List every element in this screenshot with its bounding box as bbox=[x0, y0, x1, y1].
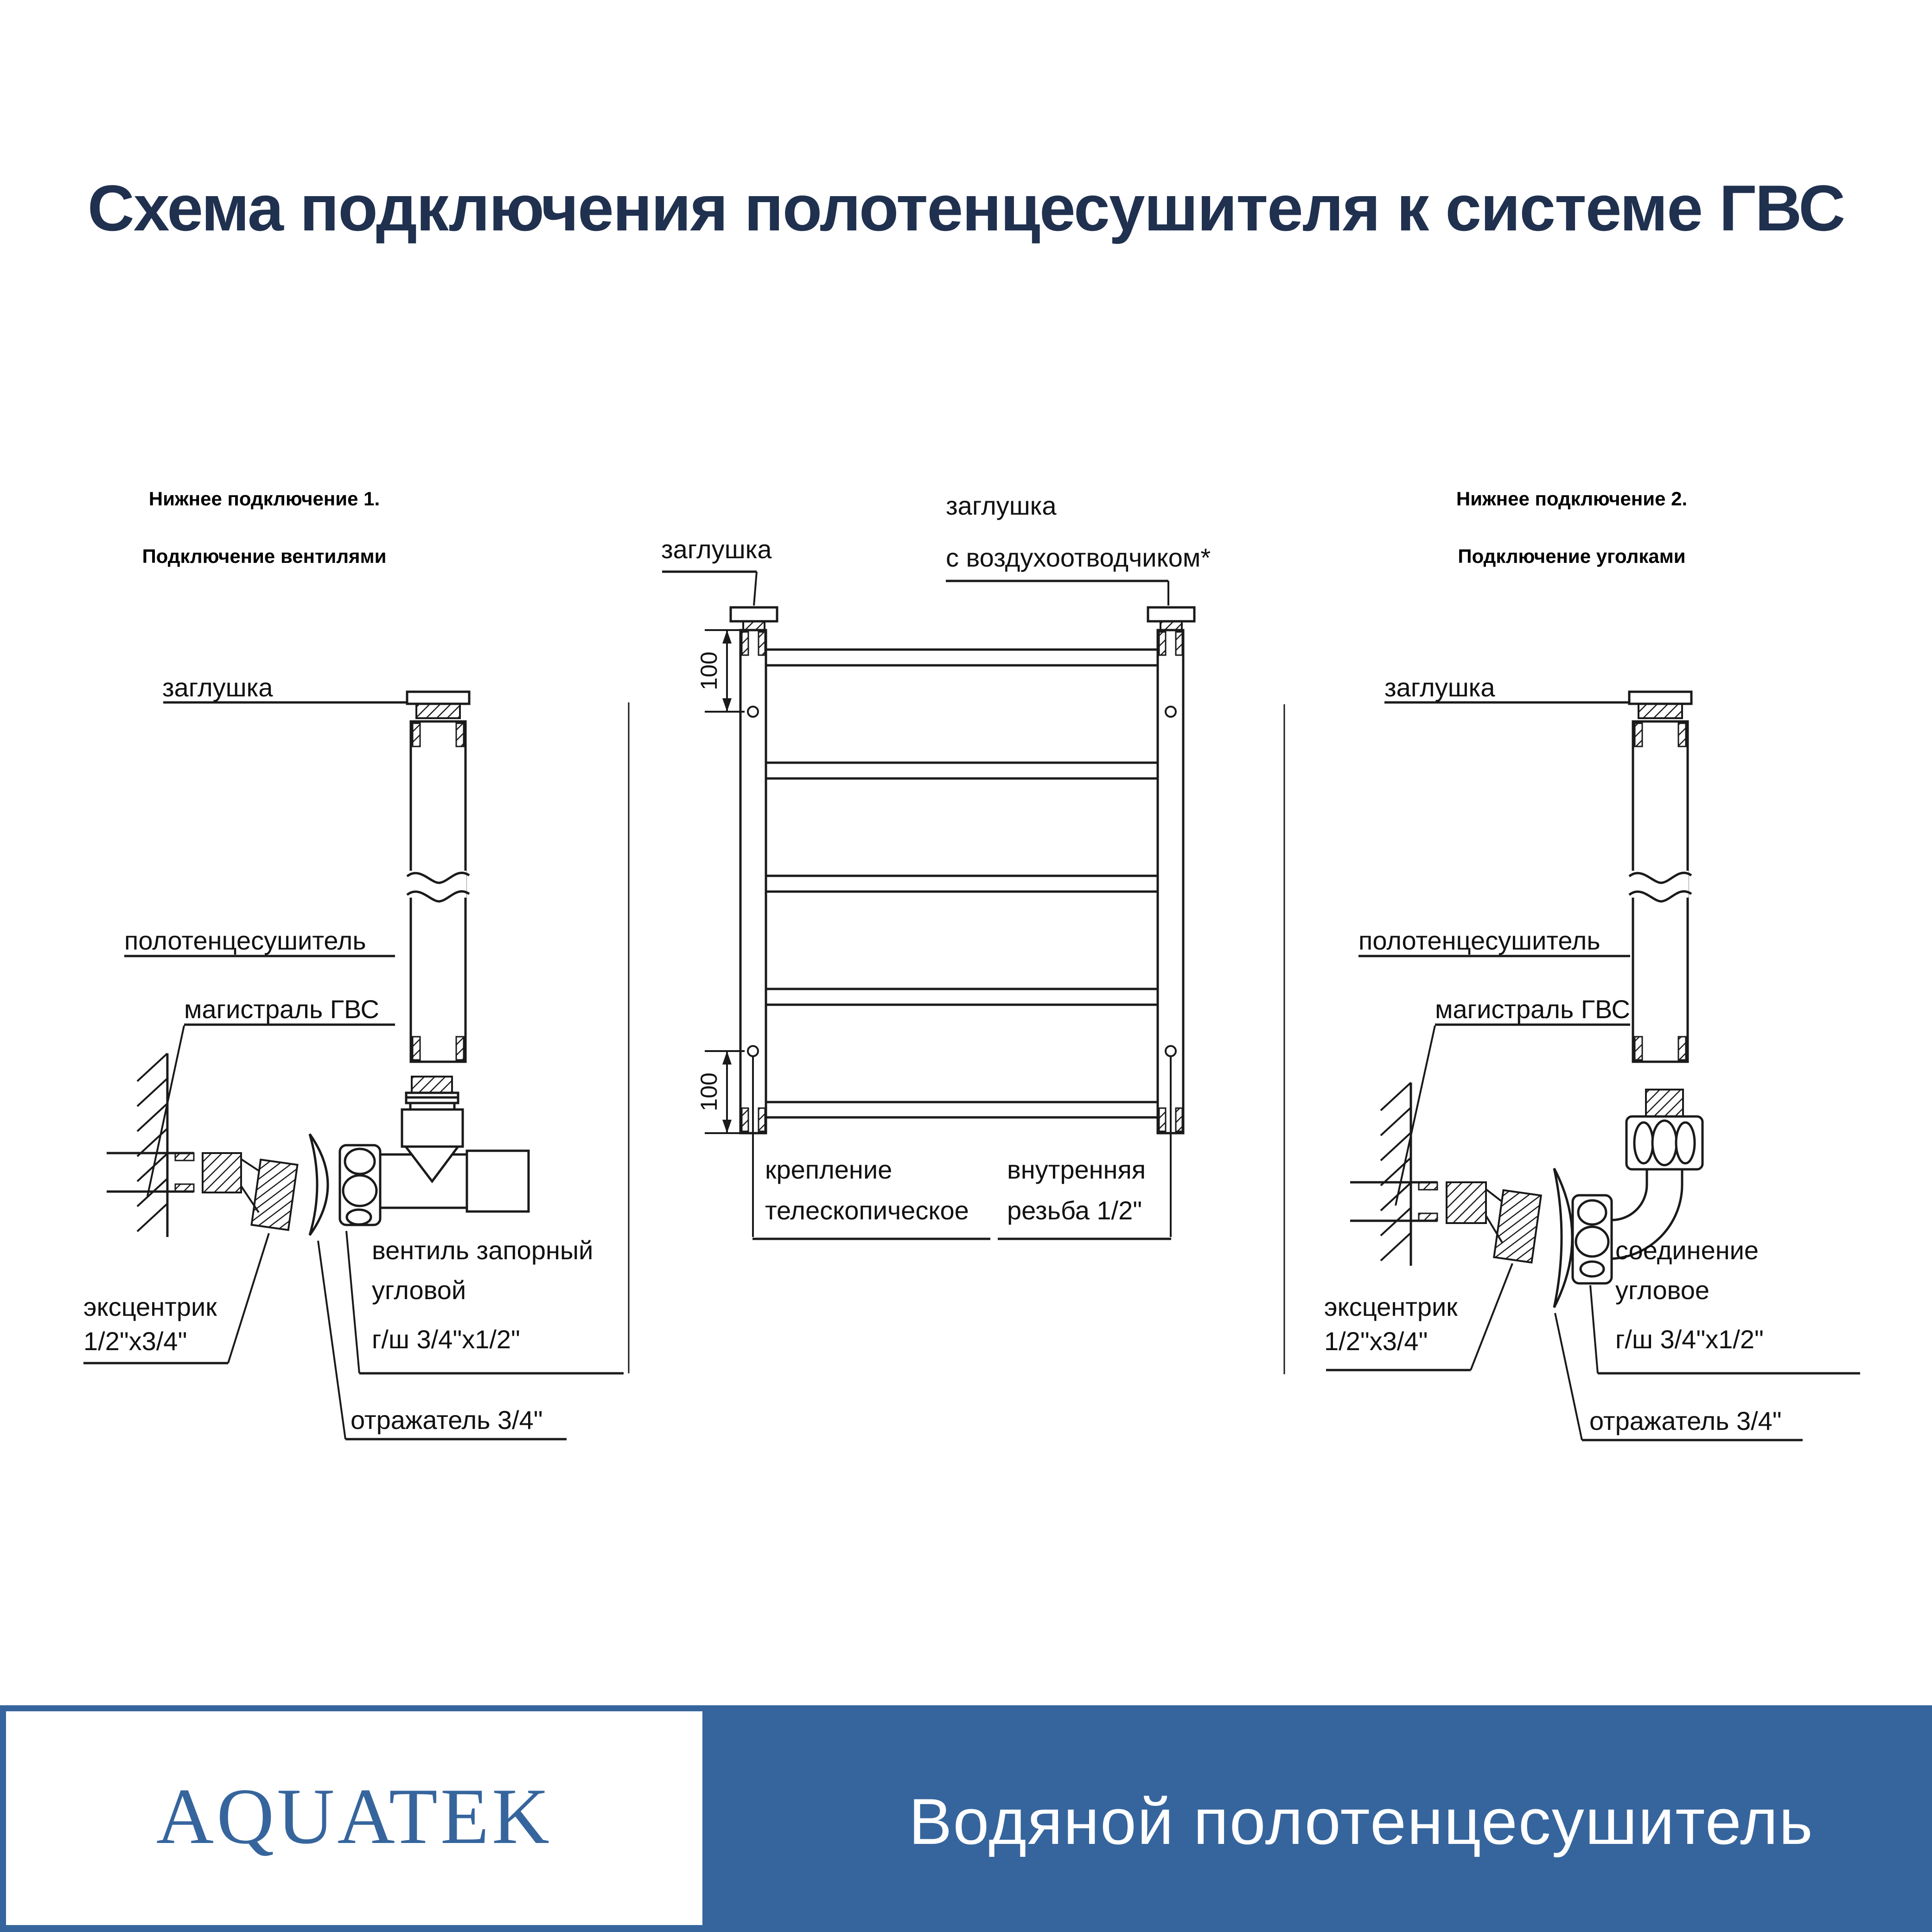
section-dividers bbox=[629, 702, 1284, 1374]
center-towel-rail-drawing bbox=[731, 607, 1194, 1133]
right-elbow-label-line2: угловое bbox=[1615, 1275, 1710, 1305]
center-cap-label: заглушка bbox=[661, 535, 772, 564]
left-diagram-drawing bbox=[107, 692, 529, 1237]
right-section-header-line2: Подключение уголками bbox=[1458, 545, 1686, 567]
telescopic-mount-label-line1: крепление bbox=[765, 1155, 893, 1184]
right-eccentric-label-line2: 1/2"x3/4" bbox=[1324, 1326, 1428, 1356]
left-eccentric-label-line1: эксцентрик bbox=[83, 1292, 217, 1321]
left-eccentric-label-line2: 1/2"x3/4" bbox=[83, 1326, 187, 1356]
dimension-100-bottom: 100 bbox=[696, 1072, 722, 1111]
inner-thread-label-line1: внутренняя bbox=[1007, 1155, 1146, 1184]
left-hws-main-label: магистраль ГВС bbox=[184, 995, 379, 1024]
center-airvent-cap-label-line1: заглушка bbox=[946, 491, 1057, 520]
right-reflector-label: отражатель 3/4" bbox=[1589, 1406, 1782, 1435]
left-valve-label-line2: угловой bbox=[372, 1275, 466, 1305]
left-section-header-line1: Нижнее подключение 1. bbox=[148, 488, 380, 510]
page-title: Схема подключения полотенцесушителя к системе ГВС bbox=[87, 172, 1845, 244]
left-cap-label: заглушка bbox=[162, 673, 273, 702]
right-elbow-label-line3: г/ш 3/4"x1/2" bbox=[1615, 1325, 1764, 1354]
right-eccentric-label-line1: эксцентрик bbox=[1324, 1292, 1458, 1321]
center-airvent-cap-label-line2: с воздухоотводчиком* bbox=[946, 543, 1211, 572]
brand-logo-text: AQUATEK bbox=[156, 1773, 553, 1861]
left-valve-label-line1: вентиль запорный bbox=[372, 1236, 593, 1265]
inner-thread-label-line2: резьба 1/2" bbox=[1007, 1196, 1142, 1225]
left-section-header-line2: Подключение вентилями bbox=[142, 545, 387, 567]
telescopic-mount-label-line2: телескопическое bbox=[765, 1196, 969, 1225]
left-towel-rail-label: полотенцесушитель bbox=[124, 926, 366, 955]
left-reflector-label: отражатель 3/4" bbox=[351, 1405, 543, 1435]
right-elbow-label-line1: соединение bbox=[1615, 1236, 1759, 1265]
left-valve-label-line3: г/ш 3/4"x1/2" bbox=[372, 1325, 520, 1354]
right-towel-rail-label: полотенцесушитель bbox=[1358, 926, 1600, 955]
right-section-header-line1: Нижнее подключение 2. bbox=[1456, 488, 1688, 510]
footer-product-label: Водяной полотенцесушитель bbox=[909, 1785, 1814, 1858]
center-leader-lines bbox=[662, 572, 1171, 1239]
right-cap-label: заглушка bbox=[1384, 673, 1495, 702]
right-hws-main-label: магистраль ГВС bbox=[1435, 995, 1630, 1024]
dimension-100-top: 100 bbox=[696, 651, 722, 690]
